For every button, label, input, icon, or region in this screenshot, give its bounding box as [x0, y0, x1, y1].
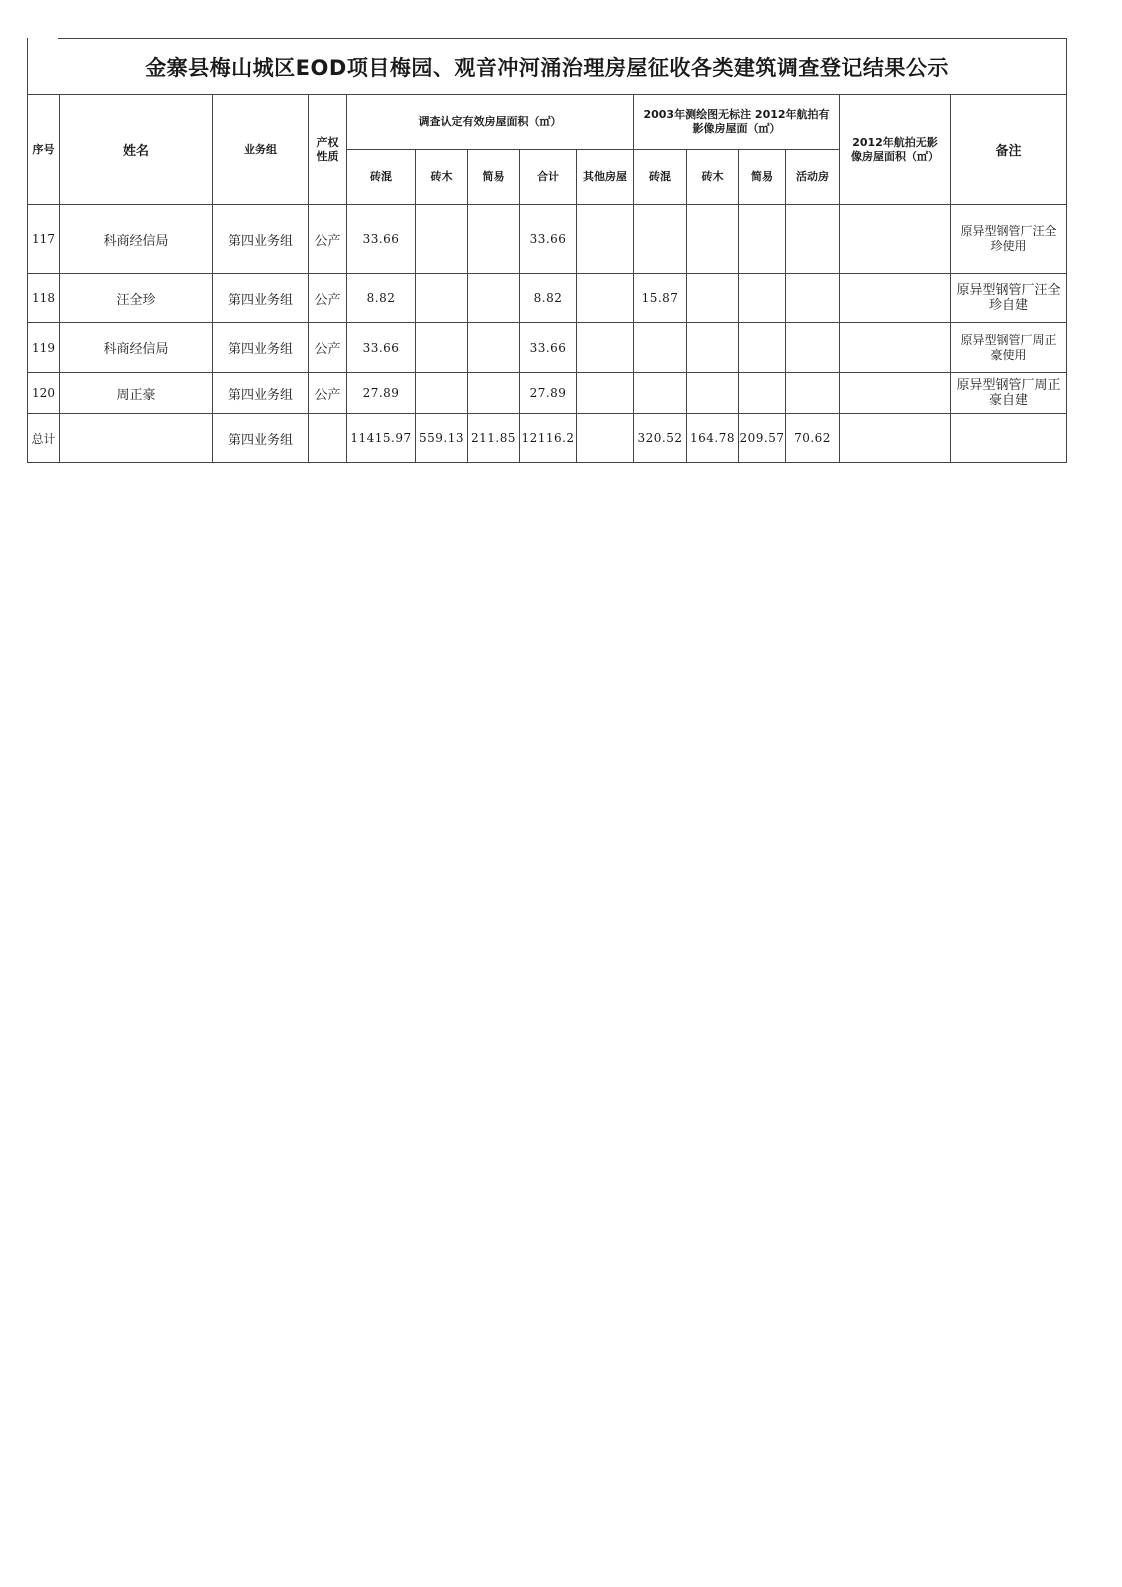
header-b-simple: 简易: [739, 150, 786, 205]
cell-a-brick-concrete: 8.82: [347, 274, 416, 323]
cell-b-brick-wood: [687, 373, 739, 414]
title-border-gap: [28, 36, 58, 40]
cell-b-brick-concrete: [634, 323, 687, 373]
cell-total-a-subtotal: 12116.2: [520, 414, 577, 463]
header-b-brick-concrete: 砖混: [634, 150, 687, 205]
cell-total-b-brick-wood: 164.78: [687, 414, 739, 463]
cell-a-brick-wood: [416, 373, 468, 414]
cell-name: 汪全珍: [60, 274, 213, 323]
page-title: 金寨县梅山城区EOD项目梅园、观音冲河涌治理房屋征收各类建筑调查登记结果公示: [28, 39, 1067, 95]
cell-total-b-brick-concrete: 320.52: [634, 414, 687, 463]
cell-no-image: [840, 205, 951, 274]
header-b-mobile-house: 活动房: [786, 150, 840, 205]
cell-total-name: [60, 414, 213, 463]
cell-property: 公产: [309, 323, 347, 373]
cell-a-subtotal: 33.66: [520, 323, 577, 373]
cell-b-brick-wood: [687, 205, 739, 274]
cell-group: 第四业务组: [213, 373, 309, 414]
cell-total-label: 总计: [28, 414, 60, 463]
cell-b-brick-wood: [687, 323, 739, 373]
cell-name: 周正豪: [60, 373, 213, 414]
cell-a-brick-wood: [416, 274, 468, 323]
table-row: [28, 274, 1067, 323]
cell-name: 科商经信局: [60, 323, 213, 373]
cell-a-simple: [468, 274, 520, 323]
cell-total-a-brick-concrete: 11415.97: [347, 414, 416, 463]
cell-a-brick-concrete: 27.89: [347, 373, 416, 414]
table-row: [28, 323, 1067, 373]
cell-a-subtotal: 8.82: [520, 274, 577, 323]
cell-b-simple: [739, 205, 786, 274]
survey-sheet: [27, 38, 1066, 463]
cell-total-a-other: [577, 414, 634, 463]
cell-a-simple: [468, 205, 520, 274]
survey-table: [27, 38, 1067, 463]
table-row: [28, 205, 1067, 274]
header-remark: 备注: [951, 95, 1067, 205]
cell-seq: 119: [28, 323, 60, 373]
header-a-other: 其他房屋: [577, 150, 634, 205]
cell-name: 科商经信局: [60, 205, 213, 274]
cell-a-simple: [468, 373, 520, 414]
cell-b-brick-wood: [687, 274, 739, 323]
cell-b-simple: [739, 274, 786, 323]
cell-seq: 118: [28, 274, 60, 323]
cell-b-simple: [739, 323, 786, 373]
header-b-brick-wood: 砖木: [687, 150, 739, 205]
cell-b-brick-concrete: [634, 205, 687, 274]
cell-a-brick-wood: [416, 323, 468, 373]
cell-seq: 120: [28, 373, 60, 414]
header-valid-area: 调查认定有效房屋面积（㎡）: [347, 95, 634, 150]
cell-total-a-brick-wood: 559.13: [416, 414, 468, 463]
cell-a-simple: [468, 323, 520, 373]
cell-a-other: [577, 205, 634, 274]
cell-group: 第四业务组: [213, 205, 309, 274]
cell-remark: 原异型钢管厂汪全珍使用: [951, 205, 1067, 274]
cell-remark: 原异型钢管厂周正豪自建: [951, 373, 1067, 414]
cell-seq: 117: [28, 205, 60, 274]
cell-b-mobile-house: [786, 205, 840, 274]
cell-property: 公产: [309, 373, 347, 414]
cell-total-group: 第四业务组: [213, 414, 309, 463]
cell-total-b-mobile-house: 70.62: [786, 414, 840, 463]
cell-total-remark: [951, 414, 1067, 463]
cell-a-other: [577, 274, 634, 323]
cell-total-a-simple: 211.85: [468, 414, 520, 463]
cell-no-image: [840, 274, 951, 323]
header-name: 姓名: [60, 95, 213, 205]
header-seq: 序号: [28, 95, 60, 205]
cell-no-image: [840, 323, 951, 373]
table-row: [28, 373, 1067, 414]
cell-property: 公产: [309, 205, 347, 274]
header-aerial-image-area: 2003年测绘图无标注 2012年航拍有影像房屋面（㎡）: [634, 95, 840, 150]
cell-b-mobile-house: [786, 373, 840, 414]
cell-property: 公产: [309, 274, 347, 323]
cell-a-subtotal: 27.89: [520, 373, 577, 414]
cell-remark: 原异型钢管厂汪全珍自建: [951, 274, 1067, 323]
cell-a-other: [577, 323, 634, 373]
cell-no-image: [840, 373, 951, 414]
cell-group: 第四业务组: [213, 274, 309, 323]
cell-total-property: [309, 414, 347, 463]
cell-a-brick-concrete: 33.66: [347, 323, 416, 373]
cell-a-subtotal: 33.66: [520, 205, 577, 274]
cell-b-brick-concrete: 15.87: [634, 274, 687, 323]
header-property: 产权性质: [309, 95, 347, 205]
cell-remark: 原异型钢管厂周正豪使用: [951, 323, 1067, 373]
cell-a-other: [577, 373, 634, 414]
cell-total-b-simple: 209.57: [739, 414, 786, 463]
header-no-image-area: 2012年航拍无影像房屋面积（㎡）: [840, 95, 951, 205]
header-group: 业务组: [213, 95, 309, 205]
cell-total-no-image: [840, 414, 951, 463]
cell-b-brick-concrete: [634, 373, 687, 414]
cell-group: 第四业务组: [213, 323, 309, 373]
cell-b-mobile-house: [786, 274, 840, 323]
header-a-brick-concrete: 砖混: [347, 150, 416, 205]
total-row: [28, 414, 1067, 463]
header-a-brick-wood: 砖木: [416, 150, 468, 205]
header-a-simple: 简易: [468, 150, 520, 205]
header-a-subtotal: 合计: [520, 150, 577, 205]
cell-b-simple: [739, 373, 786, 414]
cell-b-mobile-house: [786, 323, 840, 373]
cell-a-brick-concrete: 33.66: [347, 205, 416, 274]
cell-a-brick-wood: [416, 205, 468, 274]
